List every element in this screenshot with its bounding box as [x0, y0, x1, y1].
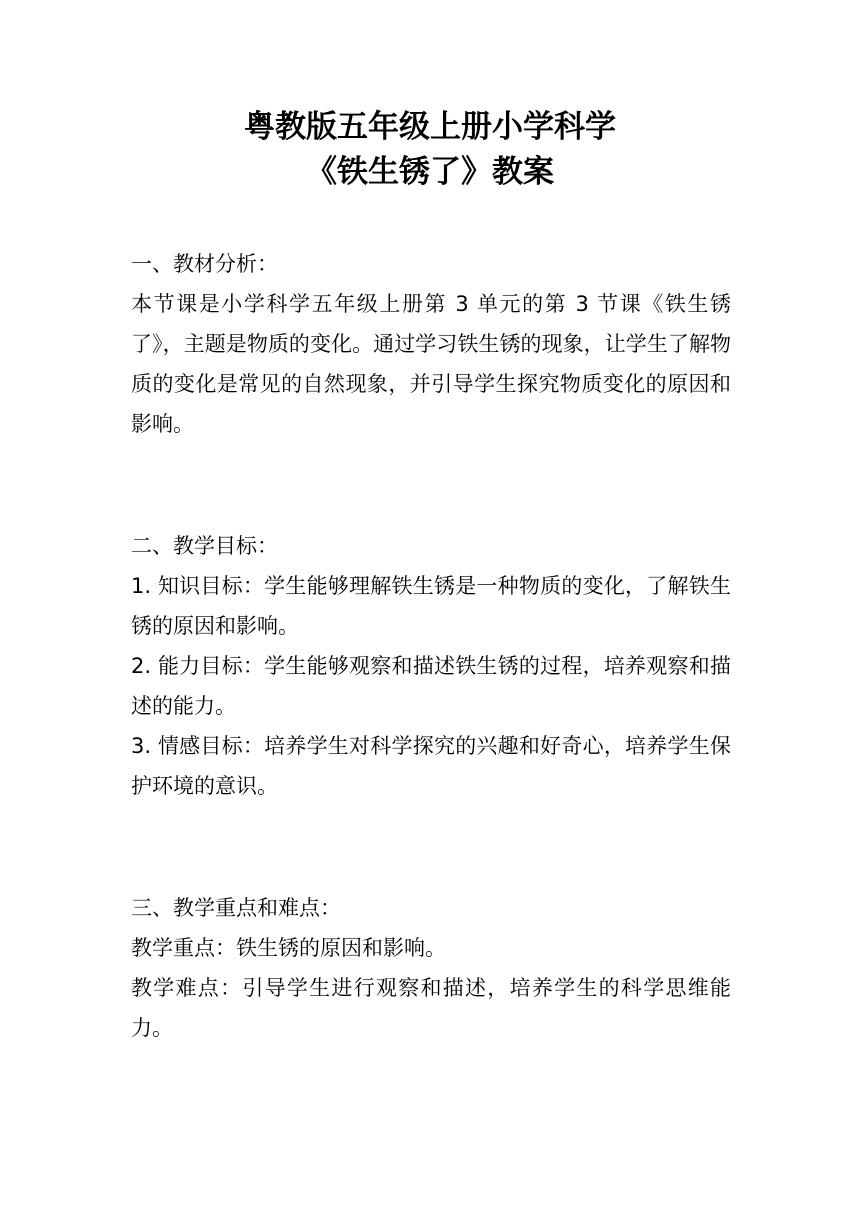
section-heading: 三、教学重点和难点： [131, 896, 341, 920]
section-heading: 二、教学目标： [131, 534, 278, 558]
section-key-and-difficult-points [131, 888, 731, 1048]
document-body [131, 244, 731, 1048]
blank-line [131, 486, 731, 526]
section-heading: 一、教材分析： [131, 252, 278, 276]
objective-item: 2. 能力目标：学生能够观察和描述铁生锈的过程，培养观察和描述的能力。 [131, 654, 731, 718]
blank-line [131, 806, 731, 848]
key-point: 教学重点：铁生锈的原因和影响。 [131, 936, 446, 960]
blank-line [131, 444, 731, 486]
objective-item: 1. 知识目标：学生能够理解铁生锈是一种物质的变化，了解铁生锈的原因和影响。 [131, 574, 731, 638]
section-textbook-analysis [131, 244, 731, 444]
blank-line [131, 848, 731, 888]
paragraph: 本节课是小学科学五年级上册第 3 单元的第 3 节课《铁生锈了》，主题是物质的变化。通过学习铁生锈的现象，让学生了解物质的变化是常见的自然现象，并引导学生探究物质变化的原因和影响。 [131, 292, 731, 436]
document-title-line-1: 粤教版五年级上册小学科学 [244, 109, 616, 145]
document-title-line-2: 《铁生锈了》教案 [306, 154, 554, 190]
difficult-point: 教学难点：引导学生进行观察和描述，培养学生的科学思维能力。 [131, 976, 731, 1040]
section-teaching-objectives [131, 526, 731, 806]
objective-item: 3. 情感目标：培养学生对科学探究的兴趣和好奇心，培养学生保护环境的意识。 [131, 734, 731, 798]
